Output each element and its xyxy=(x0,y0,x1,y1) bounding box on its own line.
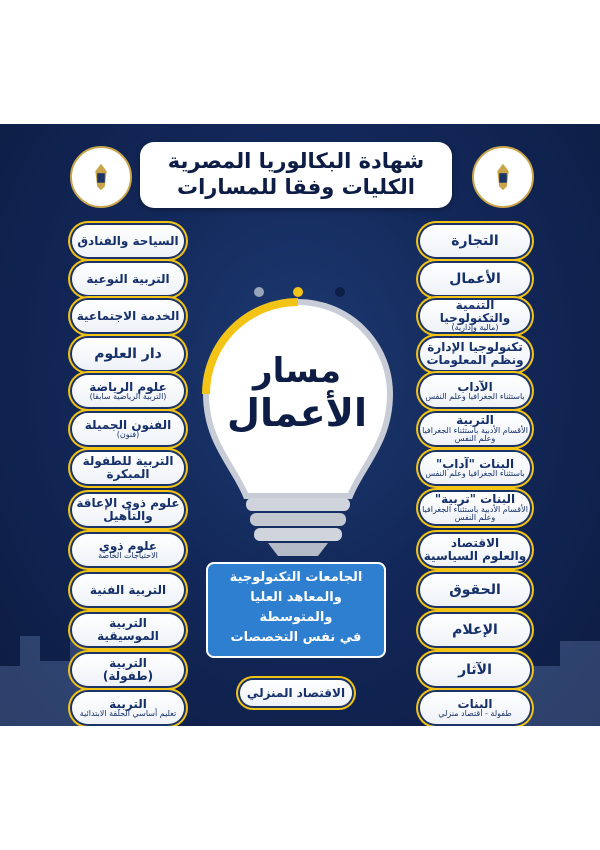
pill-label: البنات "تربية" xyxy=(434,492,516,507)
pill-label: الإعلام xyxy=(452,621,498,638)
pill-label: الآداب xyxy=(457,379,493,394)
pill-label: الخدمة الاجتماعية xyxy=(76,308,180,323)
faculty-pill-right xyxy=(420,263,530,295)
faculty-pill-left xyxy=(72,225,184,257)
pill-label: السياحة والفنادق xyxy=(77,233,179,248)
info-line: والمتوسطة xyxy=(259,610,333,625)
faculty-pill-right xyxy=(420,654,530,686)
info-line: والمعاهد العليا xyxy=(250,590,342,605)
faculty-pill-left xyxy=(72,263,184,295)
faculty-pill-left xyxy=(72,614,184,646)
pill-label: علوم الرياضة xyxy=(89,379,167,394)
track-title xyxy=(208,351,386,435)
pill-label: الأعمال xyxy=(449,270,501,287)
pill-sublabel: (التربية الرياضية سابقا) xyxy=(89,392,167,402)
pill-label: دار العلوم xyxy=(94,345,162,362)
faculty-pill-left xyxy=(72,452,184,484)
faculty-pill-right xyxy=(420,492,530,524)
pill-sublabel: (طفولة) xyxy=(102,669,154,683)
faculty-pill-right xyxy=(420,338,530,370)
pill-sublabel: الاحتياجات الخاصة xyxy=(98,551,158,561)
faculty-pill-right xyxy=(420,225,530,257)
faculty-pill-right xyxy=(420,692,530,724)
pill-label: التربية xyxy=(109,656,147,671)
faculty-pill-right xyxy=(420,534,530,566)
poster xyxy=(0,124,600,726)
faculty-pill-left xyxy=(72,692,184,724)
pill-label: الآثار xyxy=(458,661,492,678)
faculty-pill-left xyxy=(72,413,184,445)
faculty-pill-right xyxy=(420,614,530,646)
faculty-pill-left xyxy=(72,534,184,566)
pill-label: تكنولوجيا الإدارة xyxy=(427,340,523,355)
title-line-2: الكليات وفقا للمسارات xyxy=(176,175,416,199)
pill-label: التنمية والتكنولوجيا xyxy=(439,300,511,325)
faculty-pill-right xyxy=(420,574,530,606)
home-economics-pill xyxy=(240,680,352,706)
pill-label: التربية النوعية xyxy=(86,271,170,286)
faculty-pill-right xyxy=(420,413,530,445)
pill-sublabel: تعليم أساسي الحلقة الابتدائية xyxy=(79,709,177,719)
title-line-1: شهادة البكالوريا المصرية xyxy=(167,149,425,173)
pill-sublabel: باستثناء الجغرافيا وعلم النفس xyxy=(425,469,525,479)
tech-universities-box xyxy=(206,562,386,658)
pill-sublabel: والتأهيل xyxy=(103,509,153,523)
pill-label: التربية xyxy=(109,696,147,711)
pill-sublabel: المبكرة xyxy=(106,467,150,481)
pill-label: الحقوق xyxy=(449,581,501,598)
faculty-pill-right xyxy=(420,452,530,484)
pill-label: التربية الفنية xyxy=(89,582,167,597)
pill-sublabel: ونظم المعلومات xyxy=(426,353,524,367)
pill-label: التربية للطفولة xyxy=(82,454,174,469)
track-line-2: الأعمال xyxy=(227,391,367,435)
info-line: في نفس التخصصات xyxy=(230,630,362,645)
pill-sublabel: (مالية وإدارية) xyxy=(451,323,499,332)
pill-label: البنات xyxy=(457,696,493,711)
pill-label: علوم ذوي xyxy=(98,538,158,553)
faculty-pill-left xyxy=(72,300,184,332)
pill-label: البنات "آداب" xyxy=(435,456,515,471)
info-line: الجامعات التكنولوجية xyxy=(229,570,363,585)
faculty-pill-left xyxy=(72,574,184,606)
pill-label: التجارة xyxy=(451,232,499,249)
track-line-1: مسار xyxy=(253,351,341,391)
pill-label: الاقتصاد المنزلي xyxy=(246,685,346,700)
pill-sublabel: (فنون) xyxy=(116,430,140,440)
pill-label: الاقتصاد xyxy=(450,536,500,551)
faculty-pill-left xyxy=(72,338,184,370)
pill-sublabel: باستثناء الجغرافيا وعلم النفس xyxy=(425,392,525,402)
pill-sublabel: الأقسام الأدبية باستثناء الجغرافيا وعلم النفس xyxy=(422,425,528,444)
faculty-pill-left xyxy=(72,375,184,407)
pill-label: التربية xyxy=(109,616,147,631)
pill-sublabel: والعلوم السياسية xyxy=(423,549,527,563)
pill-sublabel: طفولة - اقتصاد منزلي xyxy=(438,709,512,719)
faculty-pill-right xyxy=(420,300,530,332)
faculty-pill-left xyxy=(72,494,184,526)
pill-label: علوم ذوي الإعاقة xyxy=(76,496,180,511)
pill-label: التربية xyxy=(456,413,494,428)
pill-sublabel: الموسيقية xyxy=(97,629,159,643)
pill-label: الفنون الجميلة xyxy=(84,417,172,432)
faculty-pill-left xyxy=(72,654,184,686)
faculty-pill-right xyxy=(420,375,530,407)
pill-sublabel: الأقسام الأدبية باستثناء الجغرافيا وعلم النفس xyxy=(422,504,528,523)
